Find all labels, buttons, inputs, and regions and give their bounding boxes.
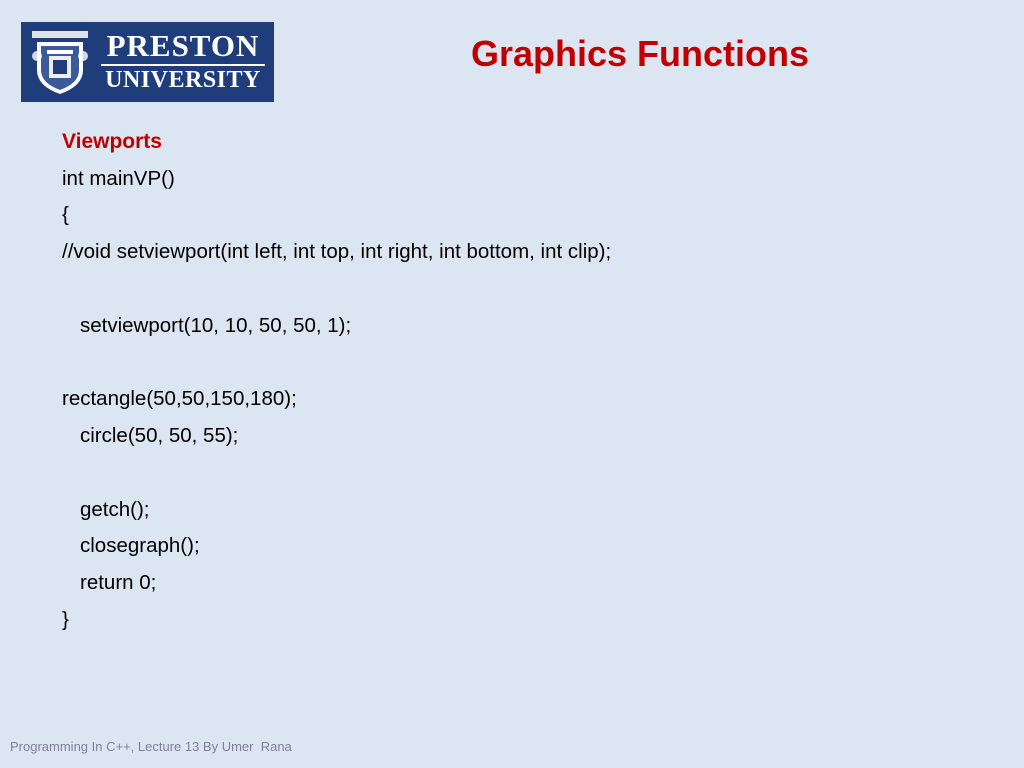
crest-icon	[27, 28, 93, 96]
logo-line-2: UNIVERSITY	[105, 67, 261, 93]
slide-footer: Programming In C++, Lecture 13 By Umer Rana	[10, 739, 292, 754]
code-line: closegraph();	[80, 534, 200, 558]
code-line	[62, 271, 962, 308]
code-line: rectangle(50,50,150,180);	[62, 387, 297, 411]
university-logo	[21, 22, 274, 102]
section-heading: Viewports	[62, 130, 162, 153]
code-line: {	[62, 203, 69, 227]
code-line: setviewport(10, 10, 50, 50, 1);	[80, 313, 352, 337]
code-line: }	[62, 608, 69, 632]
slide-content	[62, 124, 962, 639]
code-line: int mainVP()	[62, 166, 175, 190]
code-line	[62, 455, 962, 492]
code-line: circle(50, 50, 55);	[80, 424, 239, 448]
slide-title: Graphics Functions	[470, 33, 810, 74]
logo-line-1: PRESTON	[106, 28, 260, 63]
code-line: getch();	[80, 497, 150, 521]
code-line: return 0;	[80, 571, 157, 595]
code-line: //void setviewport(int left, int top, int right, int bottom, int clip);	[62, 240, 612, 264]
logo-wordmark	[99, 28, 267, 96]
code-line	[62, 344, 962, 381]
